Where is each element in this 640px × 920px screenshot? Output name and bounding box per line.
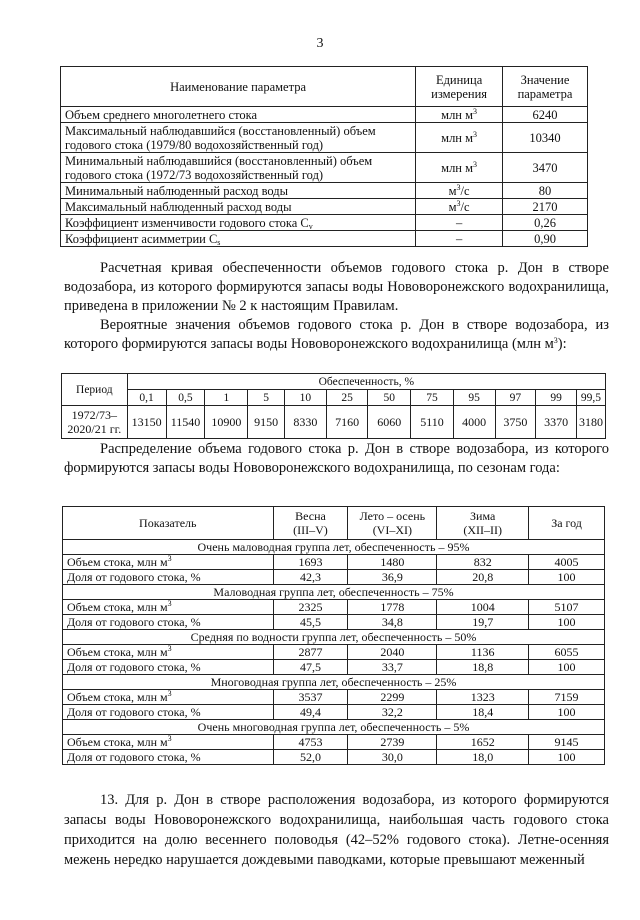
percent-cell: 95 xyxy=(453,390,495,406)
table-row xyxy=(63,735,605,750)
share-cell: 100 xyxy=(529,705,605,720)
row-label-volume: Объем стока, млн $м^3$ xyxy=(63,690,274,705)
group-header-row xyxy=(63,585,605,600)
parameters-table xyxy=(60,66,588,247)
table-row xyxy=(61,199,588,215)
volume-cell: 2299 xyxy=(348,690,437,705)
share-cell: 45,5 xyxy=(273,615,348,630)
volume-cell: 1480 xyxy=(348,555,437,570)
share-cell: 47,5 xyxy=(273,660,348,675)
percent-cell: 1 xyxy=(205,390,248,406)
volume-cell: 1136 xyxy=(437,645,529,660)
volume-cell: 2877 xyxy=(273,645,348,660)
paragraph-13: 13. Для р. Дон в створе расположения водозабора, из которого формируются запасы воды Нововоронежского водохранилища, наибольшая часть годового стока приходится на долю весеннего половодья (42–52% годового стока). Летне-осенняя межень нередко нарушается дождевыми паводками, которые превышают меженный xyxy=(64,792,609,868)
share-cell: 49,4 xyxy=(273,705,348,720)
param-value: 80 xyxy=(503,183,588,199)
param-unit: млн $м^3$ xyxy=(416,153,503,183)
percent-cell: 50 xyxy=(368,390,411,406)
volume-cell: 6055 xyxy=(529,645,605,660)
table-row xyxy=(63,570,605,585)
table-row xyxy=(61,107,588,123)
table-row xyxy=(63,690,605,705)
value-cell: 8330 xyxy=(285,406,327,439)
value-cell: 3750 xyxy=(495,406,536,439)
header-year: За год xyxy=(529,507,605,540)
param-name: Максимальный наблюдавшийся (восстановленный) объем годового стока (1979/80 водохозяйственный год) xyxy=(61,123,416,153)
group-title: Многоводная группа лет, обеспеченность – 25% xyxy=(63,675,605,690)
value-cell: 3370 xyxy=(536,406,577,439)
value-cell: 6060 xyxy=(368,406,411,439)
header-indicator: Показатель xyxy=(63,507,274,540)
share-cell: 33,7 xyxy=(348,660,437,675)
param-name: Коэффициент изменчивости годового стока $C_v$ xyxy=(61,215,416,231)
percent-cell: 25 xyxy=(326,390,368,406)
param-name: Коэффициент асимметрии $C_s$ xyxy=(61,231,416,247)
table-header-row xyxy=(62,390,606,406)
param-value: 2170 xyxy=(503,199,588,215)
table-row xyxy=(63,660,605,675)
param-value: 10340 xyxy=(503,123,588,153)
share-cell: 100 xyxy=(529,660,605,675)
volume-cell: 1693 xyxy=(273,555,348,570)
row-label-share: Доля от годового стока, % xyxy=(63,660,274,675)
share-cell: 19,7 xyxy=(437,615,529,630)
table-row xyxy=(61,231,588,247)
share-cell: 100 xyxy=(529,750,605,765)
percent-cell: 99,5 xyxy=(576,390,605,406)
row-label-share: Доля от годового стока, % xyxy=(63,615,274,630)
group-title: Очень многоводная группа лет, обеспеченность – 5% xyxy=(63,720,605,735)
table-header-row xyxy=(63,507,605,540)
param-unit: – xyxy=(416,215,503,231)
table-header-row xyxy=(62,374,606,390)
param-name: Максимальный наблюденный расход воды xyxy=(61,199,416,215)
table-row xyxy=(63,645,605,660)
percent-cell: 0,5 xyxy=(166,390,205,406)
percent-cell: 97 xyxy=(495,390,536,406)
percent-cell: 10 xyxy=(285,390,327,406)
group-title: Очень маловодная группа лет, обеспеченность – 95% xyxy=(63,540,605,555)
param-unit: $м^3/с$ xyxy=(416,183,503,199)
volume-cell: 2040 xyxy=(348,645,437,660)
table-row xyxy=(61,183,588,199)
param-unit: млн $м^3$ xyxy=(416,123,503,153)
share-cell: 100 xyxy=(529,615,605,630)
value-cell: 11540 xyxy=(166,406,205,439)
value-cell: 3180 xyxy=(576,406,605,439)
header-spring: Весна (III–V) xyxy=(273,507,348,540)
row-label-volume: Объем стока, млн $м^3$ xyxy=(63,645,274,660)
param-value: 3470 xyxy=(503,153,588,183)
volume-cell: 1323 xyxy=(437,690,529,705)
volume-cell: 1004 xyxy=(437,600,529,615)
param-name: Минимальный наблюденный расход воды xyxy=(61,183,416,199)
share-cell: 18,8 xyxy=(437,660,529,675)
seasons-table xyxy=(62,506,605,765)
row-label-share: Доля от годового стока, % xyxy=(63,705,274,720)
paragraph-curve-reference: Расчетная кривая обеспеченности объемов годового стока р. Дон в створе водозабора, из которого формируются запасы воды Нововоронежского водохранилища, приведена в приложении № 2 к настоящим Правилам. xyxy=(64,260,609,314)
row-label-volume: Объем стока, млн $м^3$ xyxy=(63,555,274,570)
table-row xyxy=(63,705,605,720)
volume-cell: 9145 xyxy=(529,735,605,750)
table-header-row xyxy=(61,67,588,107)
volume-cell: 2739 xyxy=(348,735,437,750)
row-label-share: Доля от годового стока, % xyxy=(63,750,274,765)
volume-cell: 5107 xyxy=(529,600,605,615)
param-value: 0,26 xyxy=(503,215,588,231)
header-winter: Зима (XII–II) xyxy=(437,507,529,540)
row-label-share: Доля от годового стока, % xyxy=(63,570,274,585)
table-row xyxy=(61,123,588,153)
value-cell: 7160 xyxy=(326,406,368,439)
param-unit: $м^3/с$ xyxy=(416,199,503,215)
param-name: Минимальный наблюдавшийся (восстановленный) объем годового стока (1972/73 водохозяйственный год) xyxy=(61,153,416,183)
group-header-row xyxy=(63,675,605,690)
header-period: Период xyxy=(62,374,128,406)
group-header-row xyxy=(63,630,605,645)
share-cell: 52,0 xyxy=(273,750,348,765)
group-header-row xyxy=(63,540,605,555)
value-cell: 13150 xyxy=(127,406,166,439)
param-value: 0,90 xyxy=(503,231,588,247)
value-cell: 4000 xyxy=(453,406,495,439)
group-title: Средняя по водности группа лет, обеспеченность – 50% xyxy=(63,630,605,645)
param-unit: – xyxy=(416,231,503,247)
group-header-row xyxy=(63,720,605,735)
volume-cell: 3537 xyxy=(273,690,348,705)
volume-cell: 1778 xyxy=(348,600,437,615)
volume-cell: 2325 xyxy=(273,600,348,615)
value-cell: 10900 xyxy=(205,406,248,439)
row-label-volume: Объем стока, млн $м^3$ xyxy=(63,600,274,615)
paragraph-season-distribution: Распределение объема годового стока р. Дон в створе водозабора, из которого формируются запасы воды Нововоронежского водохранилища, по сезонам года: xyxy=(64,441,609,476)
volume-cell: 1652 xyxy=(437,735,529,750)
share-cell: 42,3 xyxy=(273,570,348,585)
percent-cell: 0,1 xyxy=(127,390,166,406)
share-cell: 20,8 xyxy=(437,570,529,585)
percent-cell: 75 xyxy=(411,390,454,406)
share-cell: 34,8 xyxy=(348,615,437,630)
volume-cell: 7159 xyxy=(529,690,605,705)
paragraph-probable-values: Вероятные значения объемов годового стока р. Дон в створе водозабора, из которого формируются запасы воды Нововоронежского водохранилища (млн $м^3$): xyxy=(64,317,609,352)
row-label-volume: Объем стока, млн $м^3$ xyxy=(63,735,274,750)
volume-cell: 832 xyxy=(437,555,529,570)
table-row xyxy=(61,215,588,231)
table-row xyxy=(63,555,605,570)
group-title: Маловодная группа лет, обеспеченность – 75% xyxy=(63,585,605,600)
header-summer-autumn: Лето – осень (VI–XI) xyxy=(348,507,437,540)
page-number: 3 xyxy=(316,36,324,51)
param-name: Объем среднего многолетнего стока xyxy=(61,107,416,123)
volume-cell: 4753 xyxy=(273,735,348,750)
table-row xyxy=(63,615,605,630)
share-cell: 32,2 xyxy=(348,705,437,720)
table-row xyxy=(63,750,605,765)
table-row xyxy=(62,406,606,439)
table-row xyxy=(61,153,588,183)
share-cell: 30,0 xyxy=(348,750,437,765)
probability-table xyxy=(61,373,606,439)
share-cell: 100 xyxy=(529,570,605,585)
table-row xyxy=(63,600,605,615)
percent-cell: 99 xyxy=(536,390,577,406)
header-probability: Обеспеченность, % xyxy=(127,374,605,390)
header-unit: Единица измерения xyxy=(416,67,503,107)
period-value: 1972/73–2020/21 гг. xyxy=(62,406,128,439)
param-unit: млн $м^3$ xyxy=(416,107,503,123)
header-parameter-name: Наименование параметра xyxy=(61,67,416,107)
percent-cell: 5 xyxy=(248,390,285,406)
param-value: 6240 xyxy=(503,107,588,123)
share-cell: 18,0 xyxy=(437,750,529,765)
header-value: Значение параметра xyxy=(503,67,588,107)
share-cell: 36,9 xyxy=(348,570,437,585)
value-cell: 5110 xyxy=(411,406,454,439)
share-cell: 18,4 xyxy=(437,705,529,720)
volume-cell: 4005 xyxy=(529,555,605,570)
value-cell: 9150 xyxy=(248,406,285,439)
